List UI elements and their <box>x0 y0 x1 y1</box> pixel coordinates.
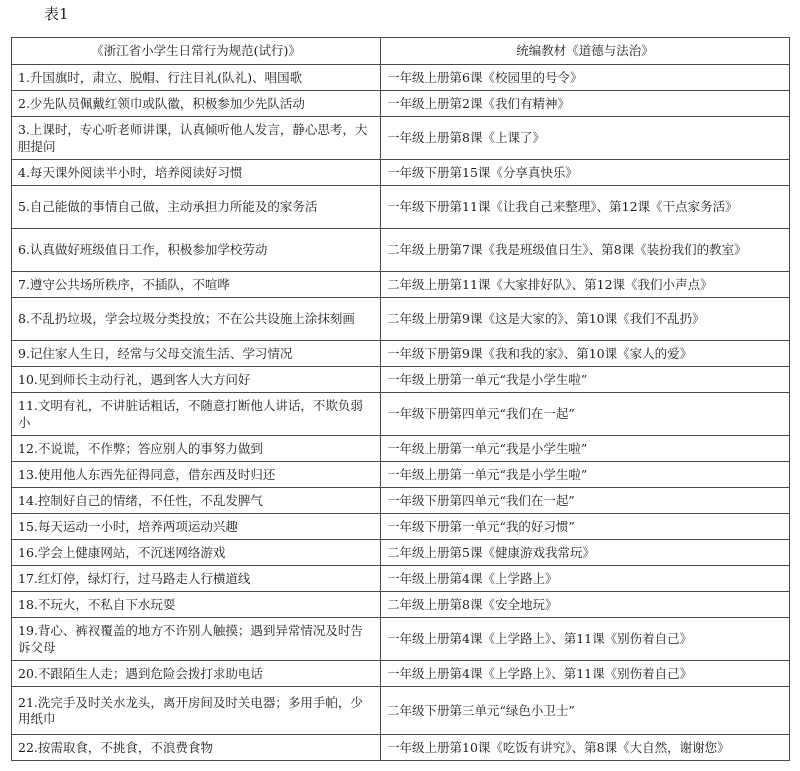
table-row <box>12 488 790 514</box>
table-header-row <box>12 38 790 65</box>
conduct-cell: 12.不说谎，不作弊；答应别人的事努力做到 <box>12 436 381 462</box>
textbook-cell: 二年级下册第三单元“绿色小卫士” <box>381 687 790 735</box>
textbook-cell: 二年级上册第9课《这是大家的》、第10课《我们不乱扔》 <box>381 298 790 341</box>
table-row <box>12 272 790 298</box>
table-row <box>12 735 790 761</box>
table-row <box>12 341 790 367</box>
textbook-cell: 一年级下册第一单元“我的好习惯” <box>381 514 790 540</box>
textbook-cell: 一年级下册第15课《分享真快乐》 <box>381 160 790 186</box>
textbook-cell: 二年级上册第7课《我是班级值日生》、第8课《装扮我们的教室》 <box>381 229 790 272</box>
conduct-cell: 17.红灯停，绿灯行，过马路走人行横道线 <box>12 566 381 592</box>
textbook-cell: 一年级下册第11课《让我自己来整理》、第12课《干点家务活》 <box>381 186 790 229</box>
table-row <box>12 661 790 687</box>
conduct-cell: 5.自己能做的事情自己做，主动承担力所能及的家务活 <box>12 186 381 229</box>
table-row <box>12 393 790 436</box>
header-code-of-conduct: 《浙江省小学生日常行为规范(试行)》 <box>12 38 381 65</box>
textbook-cell: 一年级上册第8课《上课了》 <box>381 117 790 160</box>
textbook-cell: 二年级上册第8课《安全地玩》 <box>381 592 790 618</box>
table-row <box>12 462 790 488</box>
table-caption: 表1 <box>44 5 69 23</box>
table-row <box>12 367 790 393</box>
textbook-cell: 一年级下册第四单元“我们在一起” <box>381 488 790 514</box>
conduct-cell: 7.遵守公共场所秩序，不插队，不喧哗 <box>12 272 381 298</box>
table-row <box>12 687 790 735</box>
conduct-cell: 4.每天课外阅读半小时，培养阅读好习惯 <box>12 160 381 186</box>
table-row <box>12 229 790 272</box>
textbook-cell: 一年级上册第一单元“我是小学生啦” <box>381 367 790 393</box>
table-row <box>12 91 790 117</box>
conduct-cell: 2.少先队员佩戴红领巾或队徽，积极参加少先队活动 <box>12 91 381 117</box>
conduct-cell: 11.文明有礼，不讲脏话粗话，不随意打断他人讲话，不欺负弱小 <box>12 393 381 436</box>
standards-table <box>11 37 790 761</box>
table-row <box>12 618 790 661</box>
conduct-cell: 18.不玩火，不私自下水玩耍 <box>12 592 381 618</box>
textbook-cell: 一年级上册第一单元“我是小学生啦” <box>381 462 790 488</box>
conduct-cell: 20.不跟陌生人走；遇到危险会拨打求助电话 <box>12 661 381 687</box>
conduct-cell: 22.按需取食，不挑食，不浪费食物 <box>12 735 381 761</box>
conduct-cell: 19.背心、裤衩覆盖的地方不许别人触摸；遇到异常情况及时告诉父母 <box>12 618 381 661</box>
table-row <box>12 65 790 91</box>
textbook-cell: 一年级上册第6课《校园里的号令》 <box>381 65 790 91</box>
table-row <box>12 592 790 618</box>
table-row <box>12 160 790 186</box>
table-row <box>12 117 790 160</box>
textbook-cell: 一年级上册第4课《上学路上》 <box>381 566 790 592</box>
textbook-cell: 一年级上册第10课《吃饭有讲究》、第8课《大自然，谢谢您》 <box>381 735 790 761</box>
header-textbook: 统编教材《道德与法治》 <box>381 38 790 65</box>
textbook-cell: 一年级上册第4课《上学路上》、第11课《别伤着自己》 <box>381 618 790 661</box>
table-row <box>12 436 790 462</box>
conduct-cell: 15.每天运动一小时，培养两项运动兴趣 <box>12 514 381 540</box>
conduct-cell: 6.认真做好班级值日工作，积极参加学校劳动 <box>12 229 381 272</box>
conduct-cell: 13.使用他人东西先征得同意，借东西及时归还 <box>12 462 381 488</box>
table-row <box>12 186 790 229</box>
conduct-cell: 3.上课时，专心听老师讲课，认真倾听他人发言，静心思考，大胆提问 <box>12 117 381 160</box>
conduct-cell: 9.记住家人生日，经常与父母交流生活、学习情况 <box>12 341 381 367</box>
textbook-cell: 二年级上册第5课《健康游戏我常玩》 <box>381 540 790 566</box>
conduct-cell: 16.学会上健康网站，不沉迷网络游戏 <box>12 540 381 566</box>
table-row <box>12 298 790 341</box>
table-row <box>12 540 790 566</box>
textbook-cell: 二年级上册第11课《大家排好队》、第12课《我们小声点》 <box>381 272 790 298</box>
conduct-cell: 8.不乱扔垃圾，学会垃圾分类投放；不在公共设施上涂抹刻画 <box>12 298 381 341</box>
textbook-cell: 一年级上册第2课《我们有精神》 <box>381 91 790 117</box>
textbook-cell: 一年级上册第一单元“我是小学生啦” <box>381 436 790 462</box>
table-row <box>12 514 790 540</box>
textbook-cell: 一年级下册第9课《我和我的家》、第10课《家人的爱》 <box>381 341 790 367</box>
conduct-cell: 14.控制好自己的情绪，不任性，不乱发脾气 <box>12 488 381 514</box>
conduct-cell: 1.升国旗时，肃立、脱帽、行注目礼(队礼)、唱国歌 <box>12 65 381 91</box>
conduct-cell: 10.见到师长主动行礼，遇到客人大方问好 <box>12 367 381 393</box>
textbook-cell: 一年级下册第四单元“我们在一起” <box>381 393 790 436</box>
conduct-cell: 21.洗完手及时关水龙头，离开房间及时关电器；多用手帕，少用纸巾 <box>12 687 381 735</box>
table-row <box>12 566 790 592</box>
textbook-cell: 一年级上册第4课《上学路上》、第11课《别伤着自己》 <box>381 661 790 687</box>
